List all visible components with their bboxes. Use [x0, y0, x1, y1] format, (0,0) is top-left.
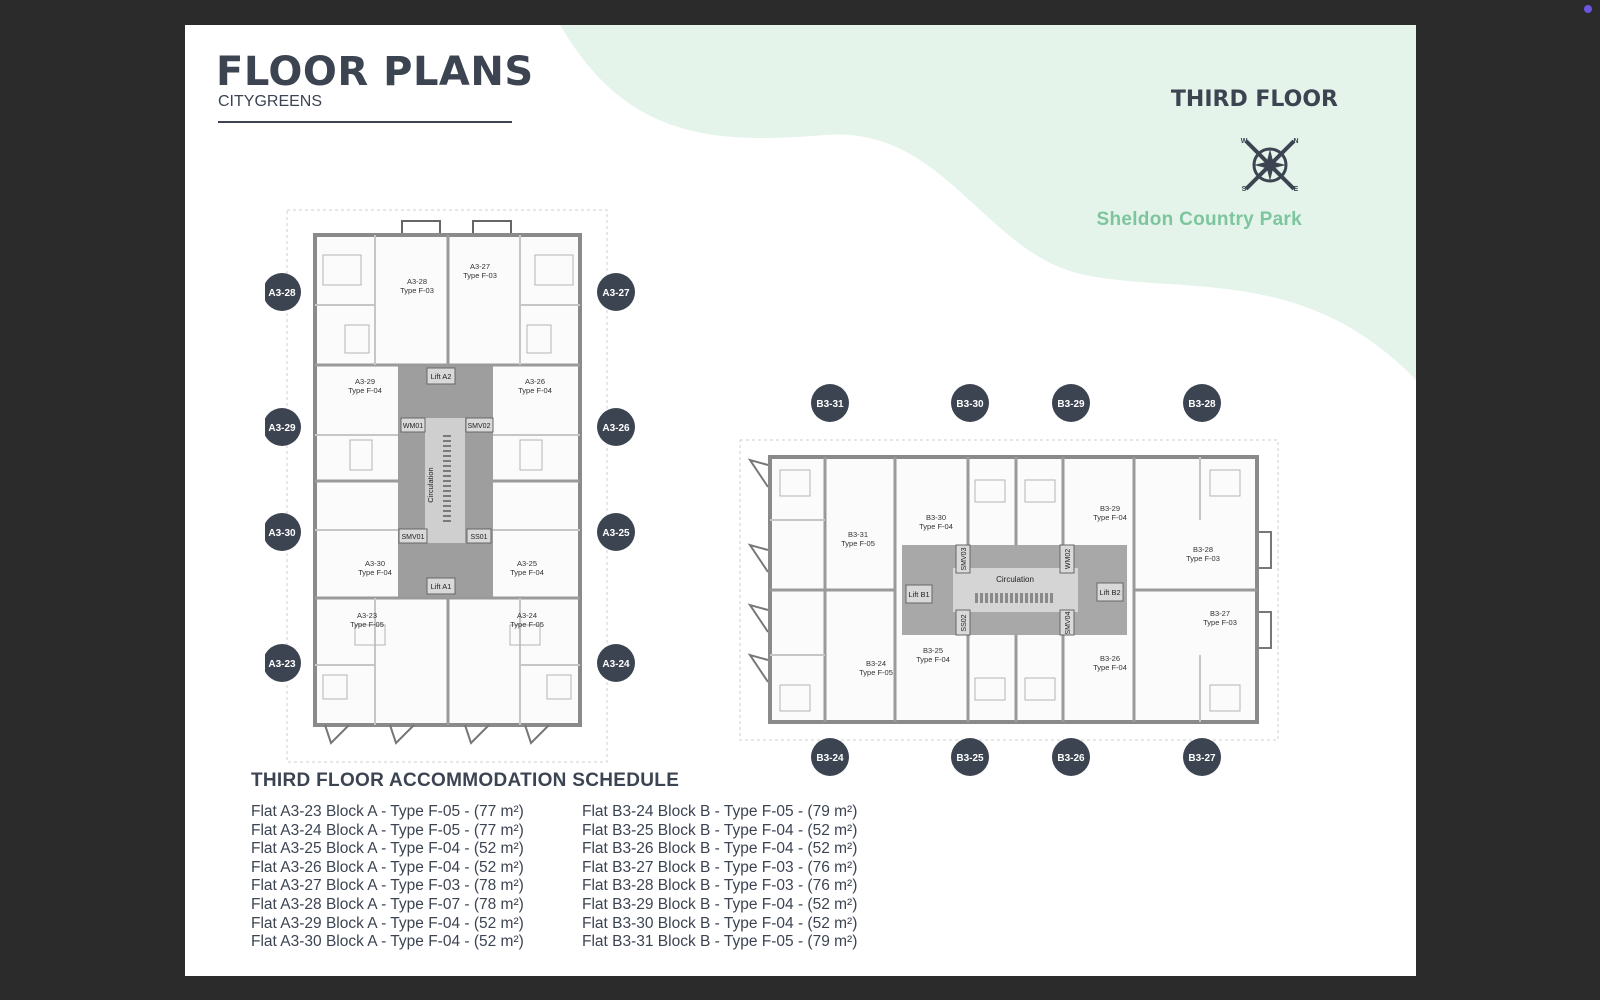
schedule-block-a [251, 803, 524, 952]
svg-text:Type F-03: Type F-03 [400, 286, 434, 295]
floor-plan-sheet [185, 25, 1416, 976]
svg-text:B3-27: B3-27 [1209, 609, 1231, 618]
block-b-plan [720, 380, 1300, 780]
schedule-row: Flat A3-25 Block A - Type F-04 - (52 m²) [251, 840, 524, 858]
svg-text:B3-30: B3-30 [956, 399, 984, 410]
page-title: FLOOR PLANS [216, 49, 534, 95]
unit-badge[interactable] [951, 384, 989, 422]
svg-text:Type F-04: Type F-04 [916, 655, 950, 664]
circulation-label: Circulation [996, 575, 1034, 584]
unit-badge[interactable] [265, 513, 301, 551]
ss02-label: SS02 [961, 614, 968, 632]
svg-text:A3-27: A3-27 [469, 262, 491, 271]
svg-text:A3-24: A3-24 [602, 659, 630, 670]
compass-rose-icon [1240, 135, 1300, 195]
svg-text:A3-23: A3-23 [356, 611, 378, 620]
svg-text:A3-27: A3-27 [602, 288, 630, 299]
svg-text:Type F-04: Type F-04 [510, 568, 544, 577]
unit-badge[interactable] [1052, 738, 1090, 776]
unit-badge[interactable] [597, 273, 635, 311]
svg-text:Type F-05: Type F-05 [859, 668, 893, 677]
svg-text:A3-28: A3-28 [406, 277, 428, 286]
schedule-row: Flat B3-30 Block B - Type F-04 - (52 m²) [582, 914, 858, 932]
unit-badge[interactable] [1183, 738, 1221, 776]
block-a-plan [265, 185, 645, 765]
unit-badge[interactable] [597, 644, 635, 682]
svg-text:B3-25: B3-25 [922, 646, 944, 655]
svg-text:Type F-04: Type F-04 [348, 386, 382, 395]
svg-text:B3-24: B3-24 [865, 659, 887, 668]
smv02-label: SMV02 [467, 423, 491, 430]
svg-text:B3-26: B3-26 [1099, 654, 1121, 663]
schedule-row: Flat B3-25 Block B - Type F-04 - (52 m²) [582, 821, 858, 839]
svg-text:Type F-04: Type F-04 [358, 568, 392, 577]
unit-badge[interactable] [951, 738, 989, 776]
floor-name: THIRD FLOOR [1170, 87, 1338, 112]
svg-text:A3-25: A3-25 [516, 559, 538, 568]
svg-text:A3-29: A3-29 [354, 377, 376, 386]
svg-text:B3-24: B3-24 [816, 753, 844, 764]
schedule-row: Flat B3-29 Block B - Type F-04 - (52 m²) [582, 895, 858, 913]
ss01-label: SS01 [470, 534, 488, 541]
unit-badge[interactable] [265, 273, 301, 311]
compass-west: W [1240, 138, 1248, 145]
window-status-dot [1584, 5, 1592, 13]
unit-badge[interactable] [265, 644, 301, 682]
svg-text:A3-24: A3-24 [516, 611, 538, 620]
svg-text:B3-27: B3-27 [1188, 753, 1216, 764]
circulation-label: Circulation [426, 467, 435, 503]
title-underline [218, 121, 512, 123]
schedule-row: Flat A3-27 Block A - Type F-03 - (78 m²) [251, 877, 524, 895]
smv04-label: SMV04 [1065, 611, 1072, 635]
svg-text:Type F-03: Type F-03 [1203, 618, 1237, 627]
park-label: Sheldon Country Park [1096, 209, 1302, 230]
svg-text:Type F-04: Type F-04 [1093, 513, 1127, 522]
schedule-row: Flat A3-28 Block A - Type F-07 - (78 m²) [251, 895, 524, 913]
unit-badge[interactable] [1183, 384, 1221, 422]
svg-text:A3-30: A3-30 [364, 559, 386, 568]
svg-text:B3-28: B3-28 [1188, 399, 1216, 410]
svg-text:A3-29: A3-29 [268, 423, 296, 434]
compass-south: S [1241, 186, 1247, 193]
svg-text:A3-26: A3-26 [602, 423, 630, 434]
svg-text:A3-26: A3-26 [524, 377, 546, 386]
lift-a2-label: Lift A2 [430, 372, 452, 381]
schedule-row: Flat B3-24 Block B - Type F-05 - (79 m²) [582, 803, 858, 820]
svg-text:Type F-03: Type F-03 [1186, 554, 1220, 563]
lift-b2-label: Lift B2 [1099, 588, 1121, 597]
svg-text:B3-31: B3-31 [816, 399, 844, 410]
svg-text:B3-26: B3-26 [1057, 753, 1085, 764]
svg-text:Type F-05: Type F-05 [350, 620, 384, 629]
schedule-row: Flat A3-30 Block A - Type F-04 - (52 m²) [251, 933, 524, 951]
svg-text:B3-25: B3-25 [956, 753, 984, 764]
unit-badge[interactable] [811, 738, 849, 776]
svg-text:A3-25: A3-25 [602, 528, 630, 539]
smv01-label: SMV01 [401, 534, 425, 541]
schedule-title: THIRD FLOOR ACCOMMODATION SCHEDULE [251, 770, 680, 791]
schedule-row: Flat B3-27 Block B - Type F-03 - (76 m²) [582, 858, 858, 876]
compass-north: N [1293, 138, 1299, 145]
schedule-row: Flat B3-28 Block B - Type F-03 - (76 m²) [582, 877, 858, 895]
svg-text:B3-31: B3-31 [847, 530, 869, 539]
lift-a1-label: Lift A1 [430, 582, 452, 591]
unit-badge[interactable] [597, 408, 635, 446]
svg-text:A3-30: A3-30 [268, 528, 296, 539]
svg-text:Type F-05: Type F-05 [510, 620, 544, 629]
lift-b1-label: Lift B1 [908, 590, 930, 599]
svg-text:B3-29: B3-29 [1057, 399, 1085, 410]
compass-east: E [1293, 186, 1299, 193]
schedule-row: Flat A3-24 Block A - Type F-05 - (77 m²) [251, 821, 524, 839]
smv03-label: SMV03 [961, 547, 968, 571]
wm02-label: WM02 [1065, 548, 1072, 570]
svg-text:A3-28: A3-28 [268, 288, 296, 299]
schedule-row: Flat B3-31 Block B - Type F-05 - (79 m²) [582, 933, 858, 951]
schedule-row: Flat A3-29 Block A - Type F-04 - (52 m²) [251, 914, 524, 932]
svg-text:Type F-05: Type F-05 [841, 539, 875, 548]
svg-text:B3-29: B3-29 [1099, 504, 1121, 513]
schedule-block-b [582, 803, 857, 952]
unit-badge[interactable] [265, 408, 301, 446]
schedule-row: Flat B3-26 Block B - Type F-04 - (52 m²) [582, 840, 858, 858]
svg-text:B3-28: B3-28 [1192, 545, 1214, 554]
wm01-label: WM01 [402, 423, 424, 430]
svg-text:Type F-04: Type F-04 [518, 386, 552, 395]
unit-badge[interactable] [1052, 384, 1090, 422]
schedule-row: Flat A3-23 Block A - Type F-05 - (77 m²) [251, 803, 524, 820]
unit-badge[interactable] [811, 384, 849, 422]
svg-text:Type F-03: Type F-03 [463, 271, 497, 280]
svg-text:A3-23: A3-23 [268, 659, 296, 670]
svg-text:Type F-04: Type F-04 [1093, 663, 1127, 672]
svg-text:B3-30: B3-30 [925, 513, 947, 522]
schedule-row: Flat A3-26 Block A - Type F-04 - (52 m²) [251, 858, 524, 876]
unit-badge[interactable] [597, 513, 635, 551]
svg-text:Type F-04: Type F-04 [919, 522, 953, 531]
development-name: CITYGREENS [218, 93, 323, 110]
